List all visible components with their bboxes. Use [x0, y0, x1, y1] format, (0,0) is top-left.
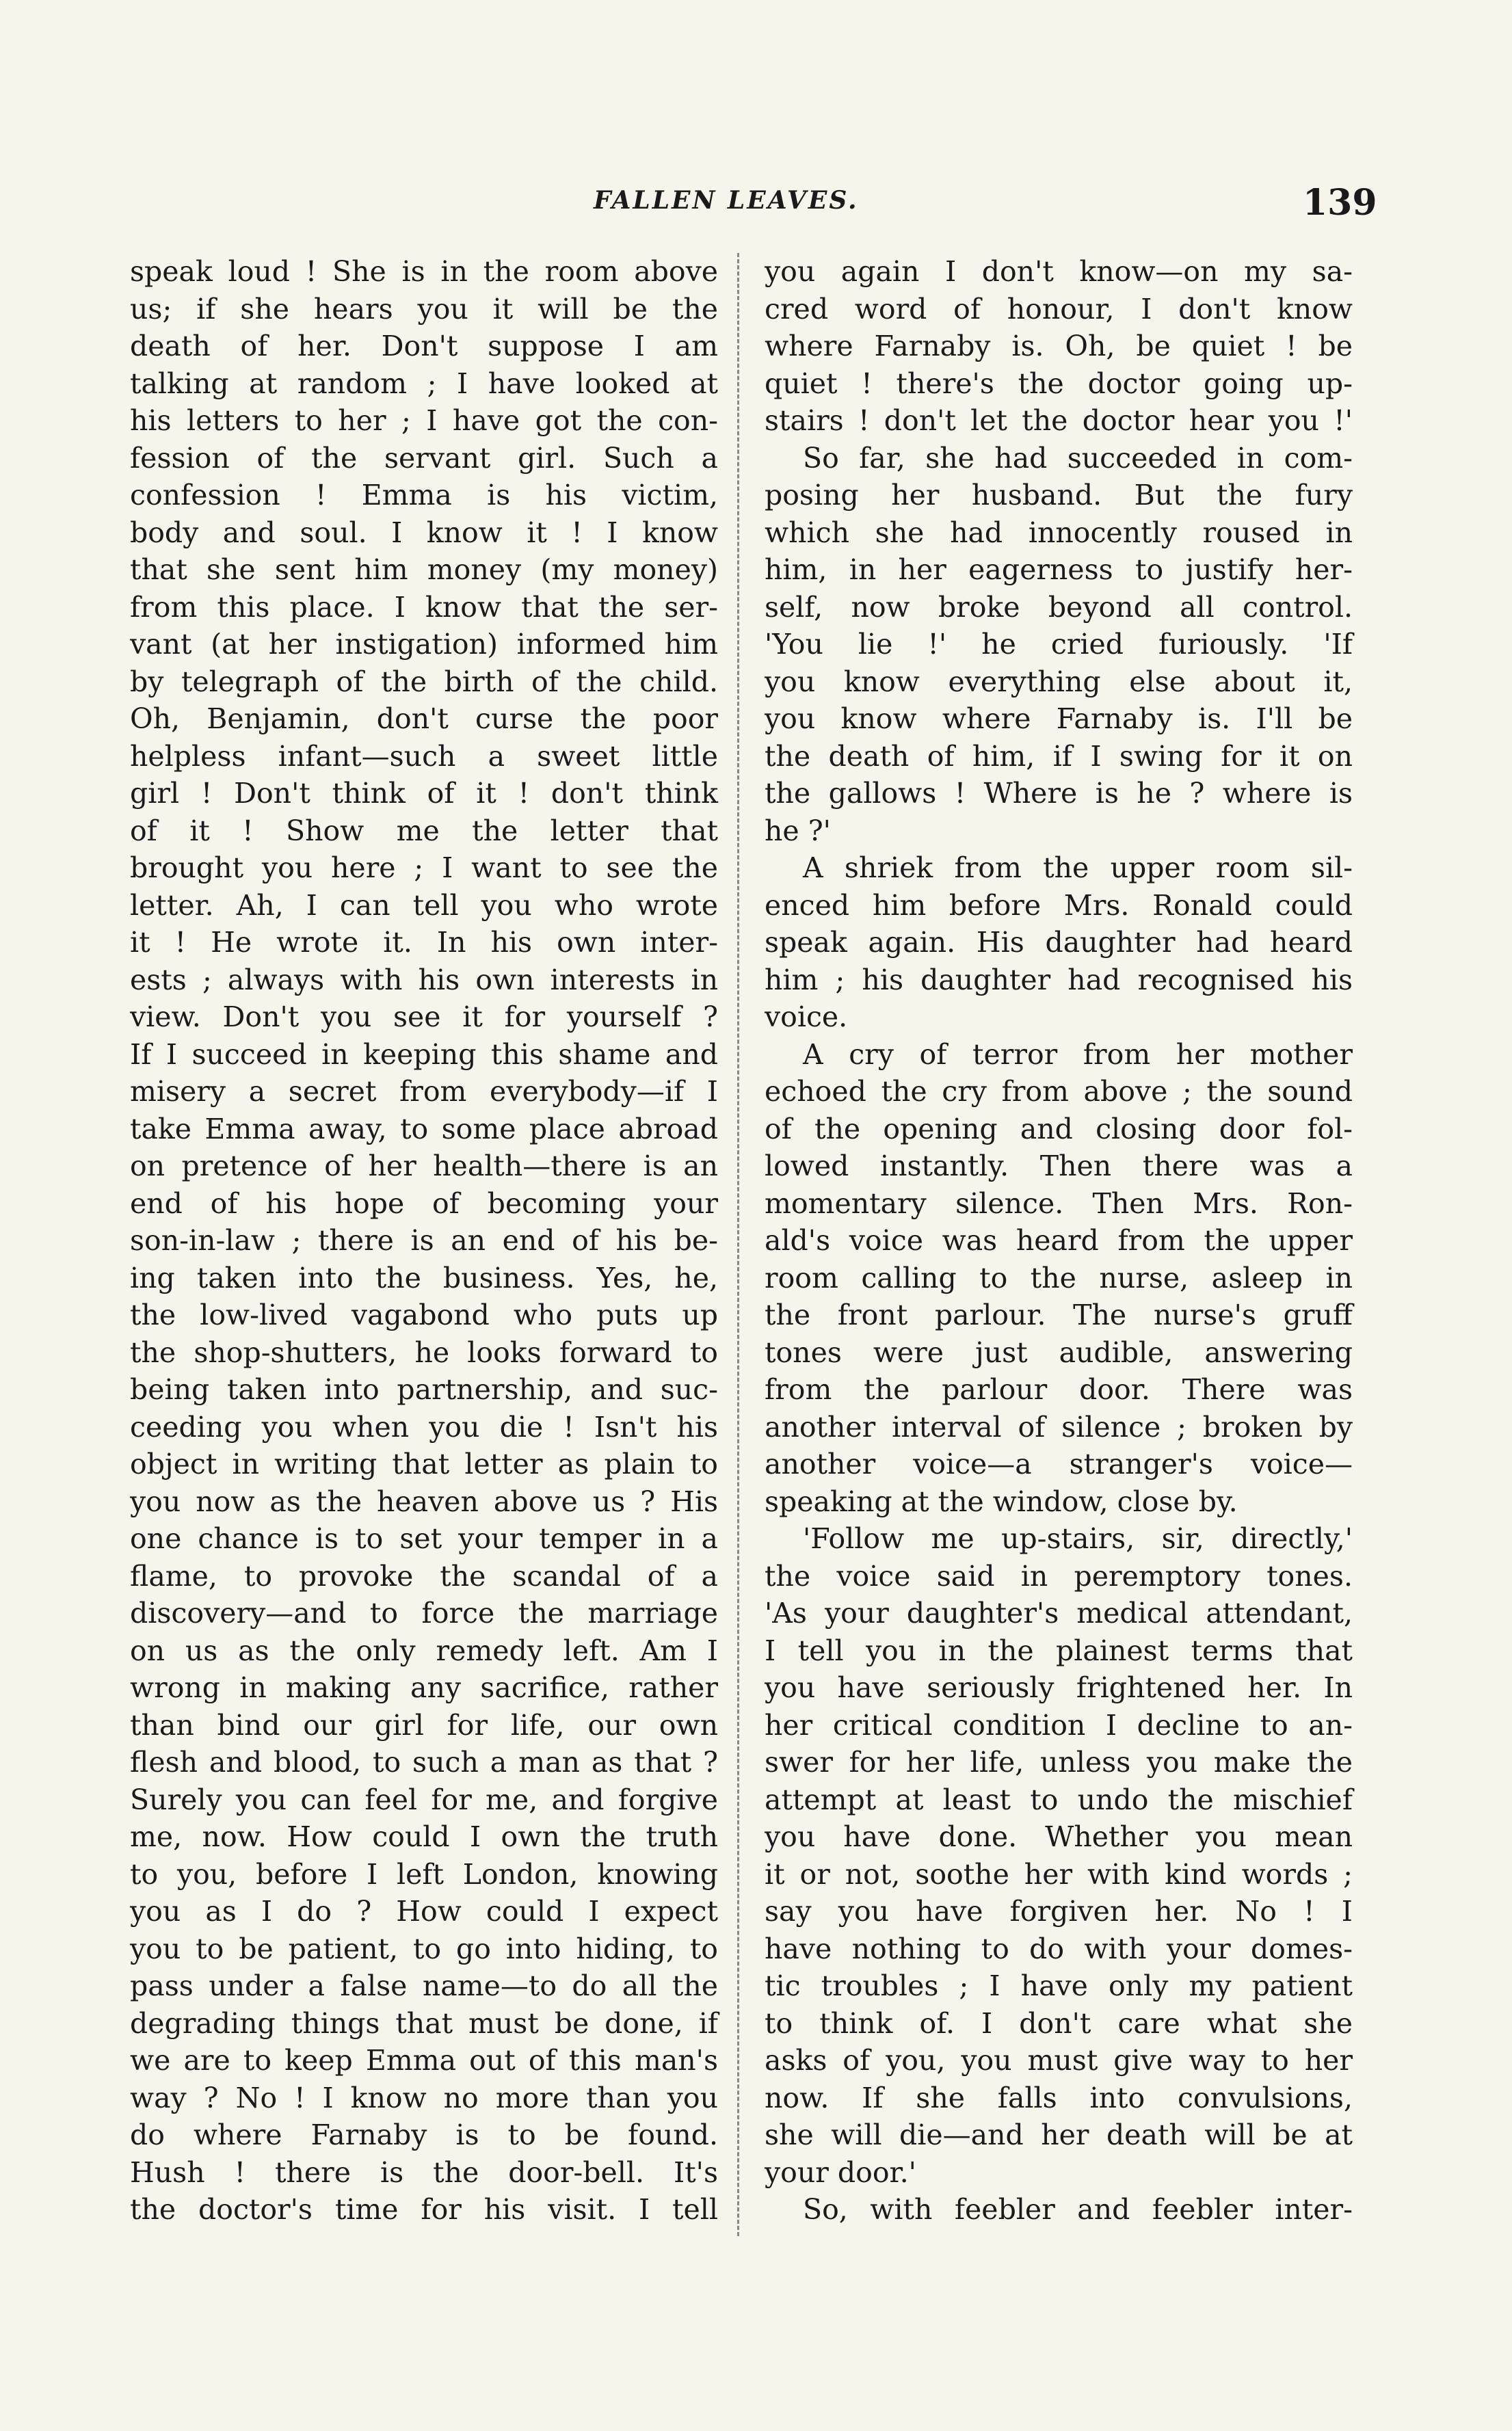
text-line: being taken into partnership, and suc-: [130, 1373, 718, 1406]
text-line: another interval of silence ; broken by: [765, 1410, 1353, 1444]
text-line: attempt at least to undo the mischief: [765, 1783, 1353, 1816]
text-line: way ? No ! I know no more than you: [130, 2081, 718, 2114]
text-line: speaking at the window, close by.: [765, 1485, 1238, 1518]
text-line: have nothing to do with your domes-: [765, 1932, 1353, 1965]
text-line: your door.': [765, 2155, 916, 2189]
text-line: on us as the only remedy left. Am I: [130, 1634, 718, 1667]
text-line: the gallows ! Where is he ? where is: [765, 777, 1353, 810]
text-line: the doctor's time for his visit. I tell: [130, 2193, 718, 2226]
text-line: 'Follow me up-stairs, sir, directly,': [803, 1522, 1353, 1555]
page-number: 139: [1303, 182, 1377, 224]
text-line: take Emma away, to some place abroad: [130, 1112, 718, 1145]
text-line: from this place. I know that the ser-: [130, 590, 718, 624]
text-line: to think of. I don't care what she: [765, 2006, 1353, 2040]
page-header: [0, 176, 1512, 224]
text-line: discovery—and to force the marriage: [130, 1597, 718, 1630]
text-line: brought you here ; I want to see the: [130, 851, 718, 884]
text-line: son-in-law ; there is an end of his be-: [130, 1224, 718, 1257]
text-line: which she had innocently roused in: [765, 516, 1353, 549]
text-line: echoed the cry from above ; the sound: [765, 1075, 1353, 1108]
text-line: do where Farnaby is to be found.: [130, 2118, 718, 2151]
text-line: we are to keep Emma out of this man's: [130, 2044, 718, 2077]
text-line: body and soul. I know it ! I know: [130, 516, 718, 549]
text-line: him ; his daughter had recognised his: [765, 963, 1353, 996]
text-line: me, now. How could I own the truth: [130, 1820, 718, 1853]
text-line: enced him before Mrs. Ronald could: [765, 888, 1353, 922]
text-line: death of her. Don't suppose I am: [130, 330, 718, 362]
text-line: ing taken into the business. Yes, he,: [130, 1261, 718, 1294]
text-line: vant (at her instigation) informed him: [130, 628, 718, 661]
text-line: fession of the servant girl. Such a: [130, 441, 718, 475]
text-line: by telegraph of the birth of the child.: [130, 665, 718, 698]
text-line: helpless infant—such a sweet little: [130, 739, 718, 773]
text-line: you know where Farnaby is. I'll be: [765, 702, 1353, 735]
text-line: the voice said in peremptory tones.: [765, 1559, 1353, 1593]
text-line: So far, she had succeeded in com-: [803, 441, 1353, 475]
text-line: ests ; always with his own interests in: [130, 963, 718, 996]
text-line: If I succeed in keeping this shame and: [130, 1037, 718, 1071]
text-line: asks of you, you must give way to her: [765, 2044, 1353, 2077]
text-line: he ?': [765, 814, 831, 847]
text-line: than bind our girl for life, our own: [130, 1708, 718, 1742]
text-line: one chance is to set your temper in a: [130, 1522, 718, 1555]
text-line: him, in her eagerness to justify her-: [765, 553, 1353, 586]
text-line: 'You lie !' he cried furiously. 'If: [765, 628, 1353, 661]
text-line: say you have forgiven her. No ! I: [765, 1895, 1353, 1928]
text-line: where Farnaby is. Oh, be quiet ! be: [765, 330, 1353, 362]
text-line: stairs ! don't let the doctor hear you !': [765, 404, 1353, 437]
text-line: you to be patient, to go into hiding, to: [130, 1932, 718, 1965]
text-line: So, with feebler and feebler inter-: [803, 2193, 1353, 2226]
text-line: from the parlour door. There was: [765, 1373, 1353, 1406]
text-line: quiet ! there's the doctor going up-: [765, 367, 1353, 400]
text-line: lowed instantly. Then there was a: [765, 1150, 1353, 1182]
text-line: letter. Ah, I can tell you who wrote: [130, 888, 718, 922]
text-line: degrading things that must be done, if: [130, 2006, 718, 2040]
left-text-column: [130, 253, 718, 2229]
text-line: end of his hope of becoming your: [130, 1186, 718, 1220]
text-line: his letters to her ; I have got the con-: [130, 404, 718, 437]
text-line: speak loud ! She is in the room above: [130, 255, 718, 288]
text-line: now. If she falls into convulsions,: [765, 2081, 1353, 2114]
text-line: she will die—and her death will be at: [765, 2118, 1353, 2151]
text-line: swer for her life, unless you make the: [765, 1746, 1353, 1779]
text-line: you again I don't know—on my sa-: [765, 255, 1353, 288]
text-line: 'As your daughter's medical attendant,: [765, 1597, 1353, 1630]
text-line: us; if she hears you it will be the: [130, 292, 718, 326]
column-divider: [737, 253, 739, 2236]
text-line: object in writing that letter as plain to: [130, 1448, 718, 1480]
text-line: you have seriously frightened her. In: [765, 1671, 1353, 1704]
text-line: it or not, soothe her with kind words ;: [765, 1857, 1353, 1891]
text-line: wrong in making any sacrifice, rather: [130, 1671, 718, 1704]
text-line: speak again. His daughter had heard: [765, 926, 1353, 959]
running-title: FALLEN LEAVES.: [594, 186, 859, 215]
text-line: ald's voice was heard from the upper: [765, 1224, 1353, 1257]
text-line: the front parlour. The nurse's gruff: [765, 1299, 1353, 1331]
text-line: posing her husband. But the fury: [765, 479, 1353, 512]
text-line: of the opening and closing door fol-: [765, 1112, 1353, 1145]
text-line: flesh and blood, to such a man as that ?: [130, 1746, 718, 1779]
text-line: it ! He wrote it. In his own inter-: [130, 926, 718, 959]
text-line: A cry of terror from her mother: [803, 1037, 1353, 1071]
text-line: self, now broke beyond all control.: [765, 590, 1353, 624]
text-line: room calling to the nurse, asleep in: [765, 1261, 1353, 1294]
text-line: Hush ! there is the door-bell. It's: [130, 2155, 718, 2189]
text-line: view. Don't you see it for yourself ?: [130, 1000, 718, 1033]
text-line: misery a secret from everybody—if I: [130, 1075, 718, 1108]
text-line: flame, to provoke the scandal of a: [130, 1559, 718, 1593]
text-line: the shop-shutters, he looks forward to: [130, 1336, 718, 1369]
text-line: to you, before I left London, knowing: [130, 1857, 718, 1891]
text-line: tic troubles ; I have only my patient: [765, 1969, 1353, 2002]
text-line: ceeding you when you die ! Isn't his: [130, 1410, 718, 1444]
text-line: talking at random ; I have looked at: [130, 367, 718, 400]
right-text-column: [765, 253, 1353, 2229]
text-line: confession ! Emma is his victim,: [130, 479, 718, 512]
text-line: voice.: [765, 1000, 848, 1033]
text-line: you know everything else about it,: [765, 665, 1353, 698]
text-line: the low-lived vagabond who puts up: [130, 1299, 718, 1331]
text-line: you have done. Whether you mean: [765, 1820, 1353, 1853]
text-line: you now as the heaven above us ? His: [130, 1485, 718, 1518]
text-line: you as I do ? How could I expect: [130, 1895, 718, 1928]
text-line: of it ! Show me the letter that: [130, 814, 718, 847]
text-line: Oh, Benjamin, don't curse the poor: [130, 702, 718, 735]
text-line: I tell you in the plainest terms that: [765, 1634, 1353, 1667]
text-line: pass under a false name—to do all the: [130, 1969, 718, 2002]
text-line: her critical condition I decline to an-: [765, 1708, 1353, 1742]
text-line: A shriek from the upper room sil-: [803, 851, 1353, 884]
text-line: momentary silence. Then Mrs. Ron-: [765, 1186, 1353, 1220]
text-line: another voice—a stranger's voice—: [765, 1448, 1353, 1480]
text-line: tones were just audible, answering: [765, 1336, 1353, 1369]
text-line: cred word of honour, I don't know: [765, 292, 1353, 326]
text-line: girl ! Don't think of it ! don't think: [130, 777, 718, 810]
text-line: the death of him, if I swing for it on: [765, 739, 1353, 773]
text-line: on pretence of her health—there is an: [130, 1150, 718, 1182]
text-line: Surely you can feel for me, and forgive: [130, 1783, 718, 1816]
text-line: that she sent him money (my money): [130, 553, 718, 586]
